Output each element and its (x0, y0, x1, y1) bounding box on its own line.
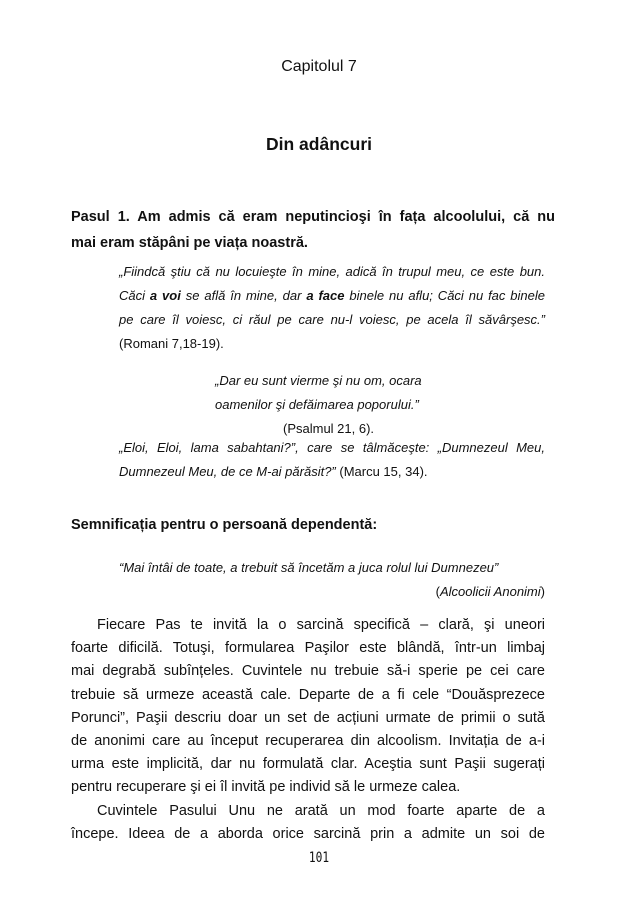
epigraph-source: (Alcoolicii Anonimi) (435, 584, 545, 599)
mark-reference: (Marcu 15, 34). (335, 464, 428, 479)
body-line: foarte dificilă. Totuşi, formularea Paşilor este blândă, într-un limbaj (71, 640, 545, 657)
body-line: Cuvintele Pasului Unu ne arată un mod foarte aparte de a (97, 802, 545, 819)
body-line: mai degrabă subînțeles. Cuvintele nu trebuie să-i sperie pe cei care (71, 663, 545, 680)
mark-line-1: „Eloi, Eloi, lama sabahtani?”, care se tâlmăceşte: „Dumnezeul Meu, (119, 440, 545, 455)
step-1-statement (71, 204, 555, 256)
epigraph-text: “Mai întâi de toate, a trebuit să încetăm a juca rolul lui Dumnezeu” (119, 560, 499, 575)
romans-quote (119, 260, 545, 356)
body-line: începe. Ideea de a aborda orice sarcină prin a admite un soi de (71, 825, 545, 842)
body-text (71, 614, 545, 846)
body-line: Porunci”, Paşii descriu doar un set de acțiuni urmate de primii o sută (71, 709, 545, 726)
quote-line-3: pe care îl voiesc, ci răul pe care nu-l voiesc, pe acela îl săvârşesc.” (119, 312, 545, 327)
body-line: pentru recuperare şi ei îl invită pe individ să le urmeze calea. (71, 779, 461, 796)
chapter-title: Din adâncuri (266, 134, 372, 154)
body-line: urma este implicită, dar nu formulată clar. Aceştia sunt Paşii sugerați (71, 756, 545, 773)
mark-quote (119, 436, 545, 484)
body-line: trebuie să urmeze această cale. Departe de a fi cele “Douăsprezece (71, 686, 545, 703)
epigraph (119, 556, 545, 604)
emphasis-a-face: a face (306, 288, 345, 303)
psalm-line-2: oamenilor şi defăimarea poporului.” (215, 397, 419, 412)
psalm-line-1: „Dar eu sunt vierme şi nu om, ocara (215, 373, 422, 388)
psalm-reference: (Psalmul 21, 6). (283, 421, 375, 436)
step-line-1: Pasul 1. Am admis că eram neputincioşi în fața alcoolului, că nu (71, 209, 555, 225)
mark-line-2: Dumnezeul Meu, de ce M-ai părăsit?” (Marcu 15, 34). (119, 464, 428, 479)
body-line: de anonimi care au început recuperarea din alcoolism. Invitația de a-i (71, 733, 545, 750)
step-line-2: mai eram stăpâni pe viața noastră. (71, 235, 308, 251)
chapter-label: Capitolul 7 (281, 58, 357, 75)
quote-reference: (Romani 7,18-19). (119, 336, 224, 351)
psalm-quote (215, 369, 475, 441)
emphasis-a-voi: a voi (149, 288, 181, 303)
quote-line-2: Căci a voi se află în mine, dar a face binele nu aflu; Căci nu fac binele (119, 288, 546, 303)
page-number: 101 (308, 850, 330, 866)
body-line: Fiecare Pas te invită la o sarcină specifică – clară, şi uneori (97, 617, 545, 633)
section-heading: Semnificația pentru o persoană dependentă: (71, 517, 378, 533)
quote-line-1: „Fiindcă ştiu că nu locuieşte în mine, adică în trupul meu, ce este bun. (119, 264, 545, 279)
